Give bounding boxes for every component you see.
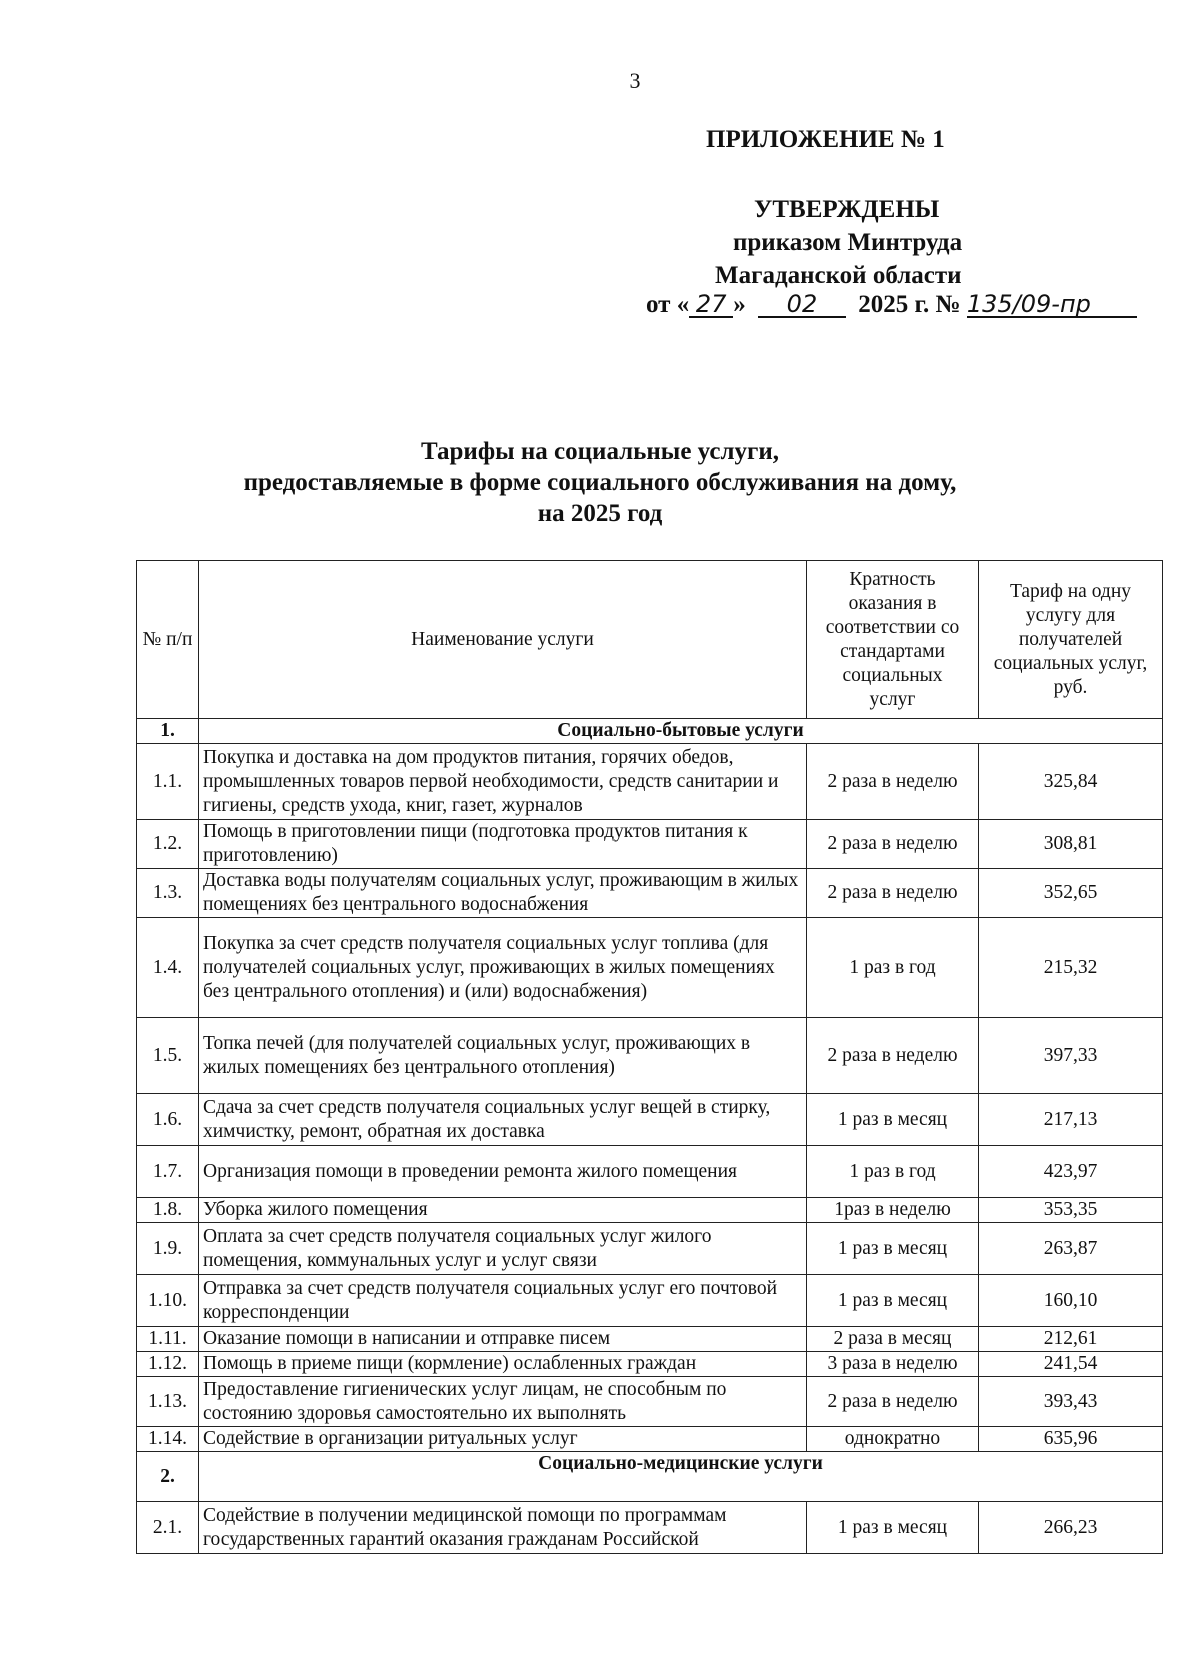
row-name: Покупка за счет средств получателя социальных услуг топлива (для получателей социальных услуг, проживающих в жилых помещениях без центрального отопления) и (или) водоснабжения) xyxy=(199,918,807,1018)
row-num: 1.14. xyxy=(137,1427,199,1452)
row-price: 266,23 xyxy=(979,1502,1163,1554)
order-number-handwritten: 135/09-пр xyxy=(967,292,1137,318)
section-title: Социально-медицинские услуги xyxy=(199,1452,1163,1502)
row-price: 263,87 xyxy=(979,1223,1163,1275)
row-frequency: 2 раза в неделю xyxy=(807,1018,979,1094)
row-num: 1.3. xyxy=(137,869,199,918)
row-num: 1.6. xyxy=(137,1094,199,1146)
table-row xyxy=(137,869,1163,918)
row-frequency: 1 раз в месяц xyxy=(807,1275,979,1327)
row-num: 1.1. xyxy=(137,744,199,820)
header-tariff: Тариф на одну услугу для получателей социальных услуг, руб. xyxy=(979,561,1163,719)
region-line: Магаданской области xyxy=(715,262,962,289)
table-row xyxy=(137,1377,1163,1427)
row-name: Предоставление гигиенических услуг лицам, не способным по состоянию здоровья самостоятельно их выполнять xyxy=(199,1377,807,1427)
header-frequency: Кратность оказания в соответствии со стандартами социальных услуг xyxy=(807,561,979,719)
row-frequency: 1раз в неделю xyxy=(807,1198,979,1223)
row-price: 325,84 xyxy=(979,744,1163,820)
title-line-1: Тарифы на социальные услуги, xyxy=(420,438,780,465)
row-frequency: 1 раз в месяц xyxy=(807,1223,979,1275)
row-price: 423,97 xyxy=(979,1146,1163,1198)
row-name: Помощь в приеме пищи (кормление) ослабленных граждан xyxy=(199,1352,807,1377)
row-name: Содействие в получении медицинской помощи по программам государственных гарантий оказания гражданам Российской xyxy=(199,1502,807,1554)
date-month-handwritten: 02 xyxy=(758,292,846,318)
date-mid: » xyxy=(733,291,746,318)
appendix-heading: ПРИЛОЖЕНИЕ № 1 xyxy=(706,126,945,153)
section-num: 1. xyxy=(137,719,199,744)
document-title xyxy=(0,436,1200,529)
row-name: Оплата за счет средств получателя социальных услуг жилого помещения, коммунальных услуг и услуг связи xyxy=(199,1223,807,1275)
row-price: 241,54 xyxy=(979,1352,1163,1377)
row-num: 1.11. xyxy=(137,1327,199,1352)
approved-heading: УТВЕРЖДЕНЫ xyxy=(754,196,940,223)
row-frequency: 1 раз в месяц xyxy=(807,1094,979,1146)
row-frequency: 2 раза в месяц xyxy=(807,1327,979,1352)
row-num: 1.13. xyxy=(137,1377,199,1427)
row-name: Содействие в организации ритуальных услуг xyxy=(199,1427,807,1452)
row-name: Организация помощи в проведении ремонта жилого помещения xyxy=(199,1146,807,1198)
row-frequency: 2 раза в неделю xyxy=(807,744,979,820)
row-frequency: 1 раз в год xyxy=(807,1146,979,1198)
row-frequency: 2 раза в неделю xyxy=(807,869,979,918)
row-frequency: 1 раз в год xyxy=(807,918,979,1018)
section-row-2 xyxy=(137,1452,1163,1502)
row-price: 212,61 xyxy=(979,1327,1163,1352)
row-num: 1.7. xyxy=(137,1146,199,1198)
row-frequency: 1 раз в месяц xyxy=(807,1502,979,1554)
row-num: 1.9. xyxy=(137,1223,199,1275)
date-year: 2025 г. № xyxy=(858,291,961,318)
title-line-2: предоставляемые в форме социального обслуживания на дому, xyxy=(243,469,957,496)
table-row xyxy=(137,1146,1163,1198)
table-row xyxy=(137,1018,1163,1094)
table-row xyxy=(137,918,1163,1018)
row-price: 308,81 xyxy=(979,820,1163,869)
row-name: Оказание помощи в написании и отправке писем xyxy=(199,1327,807,1352)
row-name: Покупка и доставка на дом продуктов питания, горячих обедов, промышленных товаров первой необходимости, средств санитарии и гигиены, средств ухода, книг, газет, журналов xyxy=(199,744,807,820)
table-row xyxy=(137,1352,1163,1377)
row-price: 353,35 xyxy=(979,1198,1163,1223)
table-row xyxy=(137,1327,1163,1352)
row-name: Топка печей (для получателей социальных услуг, проживающих в жилых помещениях без центрального отопления) xyxy=(199,1018,807,1094)
table-row xyxy=(137,1198,1163,1223)
row-price: 215,32 xyxy=(979,918,1163,1018)
row-num: 1.8. xyxy=(137,1198,199,1223)
row-name: Доставка воды получателям социальных услуг, проживающим в жилых помещениях без центрального водоснабжения xyxy=(199,869,807,918)
page-number: 3 xyxy=(629,68,641,93)
section-row-1 xyxy=(137,719,1163,744)
row-frequency: 2 раза в неделю xyxy=(807,1377,979,1427)
tariffs-table xyxy=(136,560,1163,1554)
row-frequency: 2 раза в неделю xyxy=(807,820,979,869)
row-price: 352,65 xyxy=(979,869,1163,918)
row-name: Отправка за счет средств получателя социальных услуг его почтовой корреспонденции xyxy=(199,1275,807,1327)
header-name: Наименование услуги xyxy=(199,561,807,719)
row-price: 160,10 xyxy=(979,1275,1163,1327)
header-row xyxy=(137,561,1163,719)
row-num: 1.12. xyxy=(137,1352,199,1377)
table-row xyxy=(137,1275,1163,1327)
table-row xyxy=(137,1502,1163,1554)
table-row xyxy=(137,1427,1163,1452)
header-num: № п/п xyxy=(137,561,199,719)
order-line: приказом Минтруда xyxy=(733,229,963,256)
row-num: 1.2. xyxy=(137,820,199,869)
title-line-3: на 2025 год xyxy=(537,500,663,527)
row-num: 2.1. xyxy=(137,1502,199,1554)
row-name: Уборка жилого помещения xyxy=(199,1198,807,1223)
row-price: 635,96 xyxy=(979,1427,1163,1452)
row-frequency: 3 раза в неделю xyxy=(807,1352,979,1377)
date-day-handwritten: 27 xyxy=(689,292,733,318)
table-row xyxy=(137,1094,1163,1146)
row-price: 397,33 xyxy=(979,1018,1163,1094)
table-row xyxy=(137,1223,1163,1275)
row-name: Помощь в приготовлении пищи (подготовка продуктов питания к приготовлению) xyxy=(199,820,807,869)
row-price: 393,43 xyxy=(979,1377,1163,1427)
row-num: 1.5. xyxy=(137,1018,199,1094)
table-row xyxy=(137,744,1163,820)
row-num: 1.10. xyxy=(137,1275,199,1327)
row-name: Сдача за счет средств получателя социальных услуг вещей в стирку, химчистку, ремонт, обратная их доставка xyxy=(199,1094,807,1146)
date-prefix: от « xyxy=(646,291,690,318)
section-title: Социально-бытовые услуги xyxy=(199,719,1163,744)
row-num: 1.4. xyxy=(137,918,199,1018)
date-line xyxy=(646,291,1137,319)
row-price: 217,13 xyxy=(979,1094,1163,1146)
row-frequency: однократно xyxy=(807,1427,979,1452)
table-row xyxy=(137,820,1163,869)
section-num: 2. xyxy=(137,1452,199,1502)
